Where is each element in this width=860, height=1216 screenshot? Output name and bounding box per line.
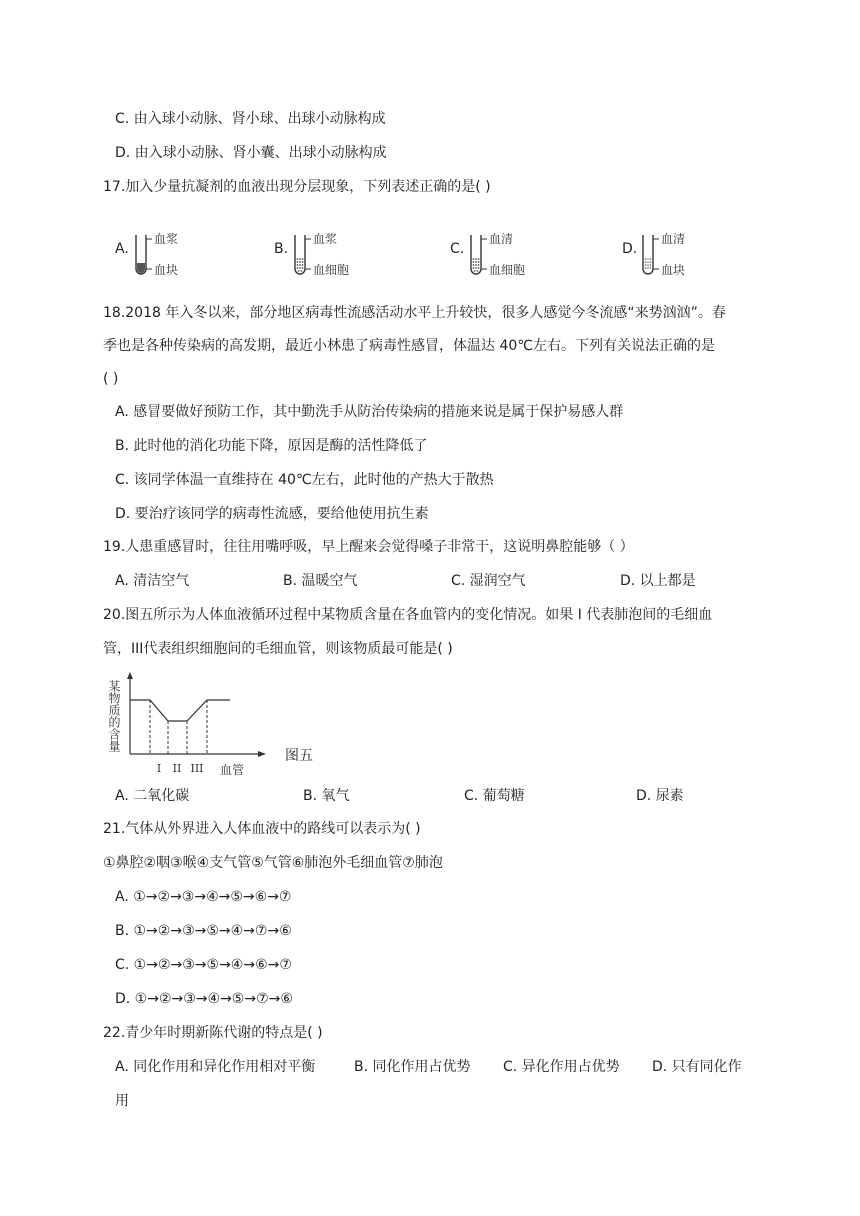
q20-stem-line1: 20.图五所示为人体血液循环过程中某物质含量在各血管内的变化情况。如果 I 代表肺泡间的毛细血 [103, 607, 713, 623]
x-axis-arrow-icon [258, 751, 266, 757]
q17-option-b-top-label: 血浆 [313, 232, 338, 246]
q17-option-b-letter: B. [274, 241, 289, 257]
q17-option-b-bottom-label: 血细胞 [313, 263, 350, 277]
q19-option-c: C. 湿润空气 [451, 573, 526, 589]
q20-x-label: 血管 [220, 763, 245, 777]
y-axis-arrow-icon [127, 672, 133, 679]
q22-option-c: C. 异化作用占优势 [503, 1059, 620, 1075]
q16-option-c: C. 由入球小动脉、肾小球、出球小动脉构成 [115, 111, 386, 127]
q19-option-a: A. 清洁空气 [115, 573, 190, 589]
q20-x-tick-2: II [172, 762, 182, 775]
q18-stem-line2: 季也是各种传染病的高发期，最近小林患了病毒性感冒，体温达 40℃左右。下列有关说法正确的是 [103, 338, 715, 354]
q17-option-d-bottom-label: 血块 [661, 263, 686, 277]
q20-stem-line2: 管，III代表组织细胞间的毛细血管，则该物质最可能是( ) [103, 641, 453, 657]
q19-stem: 19.人患重感冒时，往往用嘴呼吸，早上醒来会觉得嗓子非常干，这说明鼻腔能够（ ） [103, 539, 634, 555]
q17-option-d-top-label: 血清 [661, 232, 686, 246]
q20-option-b: B. 氧气 [303, 788, 350, 804]
q20-option-c: C. 葡萄糖 [464, 788, 525, 804]
q21-option-d: D. ①→②→③→④→⑤→⑦→⑥ [115, 991, 293, 1007]
q18-option-a: A. 感冒要做好预防工作，其中勤洗手从防治传染病的措施来说是属于保护易感人群 [115, 404, 624, 420]
q20-y-label: 某物质的含量 [107, 680, 121, 752]
content-curve [130, 700, 230, 721]
q20-figure-caption: 图五 [285, 748, 313, 764]
q18-option-d: D. 要治疗该同学的病毒性流感，要给他使用抗生素 [115, 506, 429, 522]
q17-stem: 17.加入少量抗凝剂的血液出现分层现象，下列表述正确的是( ) [103, 179, 491, 195]
q18-option-c: C. 该同学体温一直维持在 40℃左右，此时他的产热大于散热 [115, 472, 494, 488]
q21-stem: 21.气体从外界进入人体血液中的路线可以表示为( ) [103, 821, 421, 837]
q22-option-a: A. 同化作用和异化作用相对平衡 [115, 1059, 316, 1075]
q17-option-a-bottom-label: 血块 [154, 263, 179, 277]
q22-option-d: D. 只有同化作 [652, 1059, 742, 1075]
q17-option-d-letter: D. [622, 241, 638, 257]
q20-figure-chart [107, 668, 280, 780]
q21-items: ①鼻腔②咽③喉④支气管⑤气管⑥肺泡外毛细血管⑦肺泡 [103, 855, 443, 871]
q22-stem: 22.青少年时期新陈代谢的特点是( ) [103, 1025, 323, 1041]
q20-x-tick-3: III [190, 762, 204, 775]
q21-option-b: B. ①→②→③→⑤→④→⑦→⑥ [115, 923, 292, 939]
q17-option-c-top-label: 血清 [489, 232, 514, 246]
q21-option-a: A. ①→②→③→④→⑤→⑥→⑦ [115, 889, 292, 905]
q21-option-c: C. ①→②→③→⑤→④→⑥→⑦ [115, 957, 292, 973]
q17-option-c-bottom-label: 血细胞 [489, 263, 526, 277]
q18-stem-line1: 18.2018 年入冬以来，部分地区病毒性流感活动水平上升较快，很多人感觉今冬流感“来势汹汹”。春 [103, 305, 726, 321]
q20-option-a: A. 二氧化碳 [115, 788, 190, 804]
q17-option-a-letter: A. [115, 241, 129, 257]
q22-option-d-continued: 用 [115, 1093, 129, 1109]
q16-option-d: D. 由入球小动脉、肾小囊、出球小动脉构成 [115, 145, 387, 161]
q22-option-b: B. 同化作用占优势 [354, 1059, 471, 1075]
q19-option-b: B. 温暖空气 [283, 573, 358, 589]
q18-option-b: B. 此时他的消化功能下降，原因是酶的活性降低了 [115, 438, 428, 454]
q20-x-tick-1: I [156, 762, 162, 775]
q20-option-d: D. 尿素 [636, 788, 684, 804]
q18-stem-line3: ( ) [103, 371, 119, 387]
q17-option-c-letter: C. [450, 241, 465, 257]
q19-option-d: D. 以上都是 [620, 573, 696, 589]
q17-option-a-top-label: 血浆 [154, 232, 179, 246]
